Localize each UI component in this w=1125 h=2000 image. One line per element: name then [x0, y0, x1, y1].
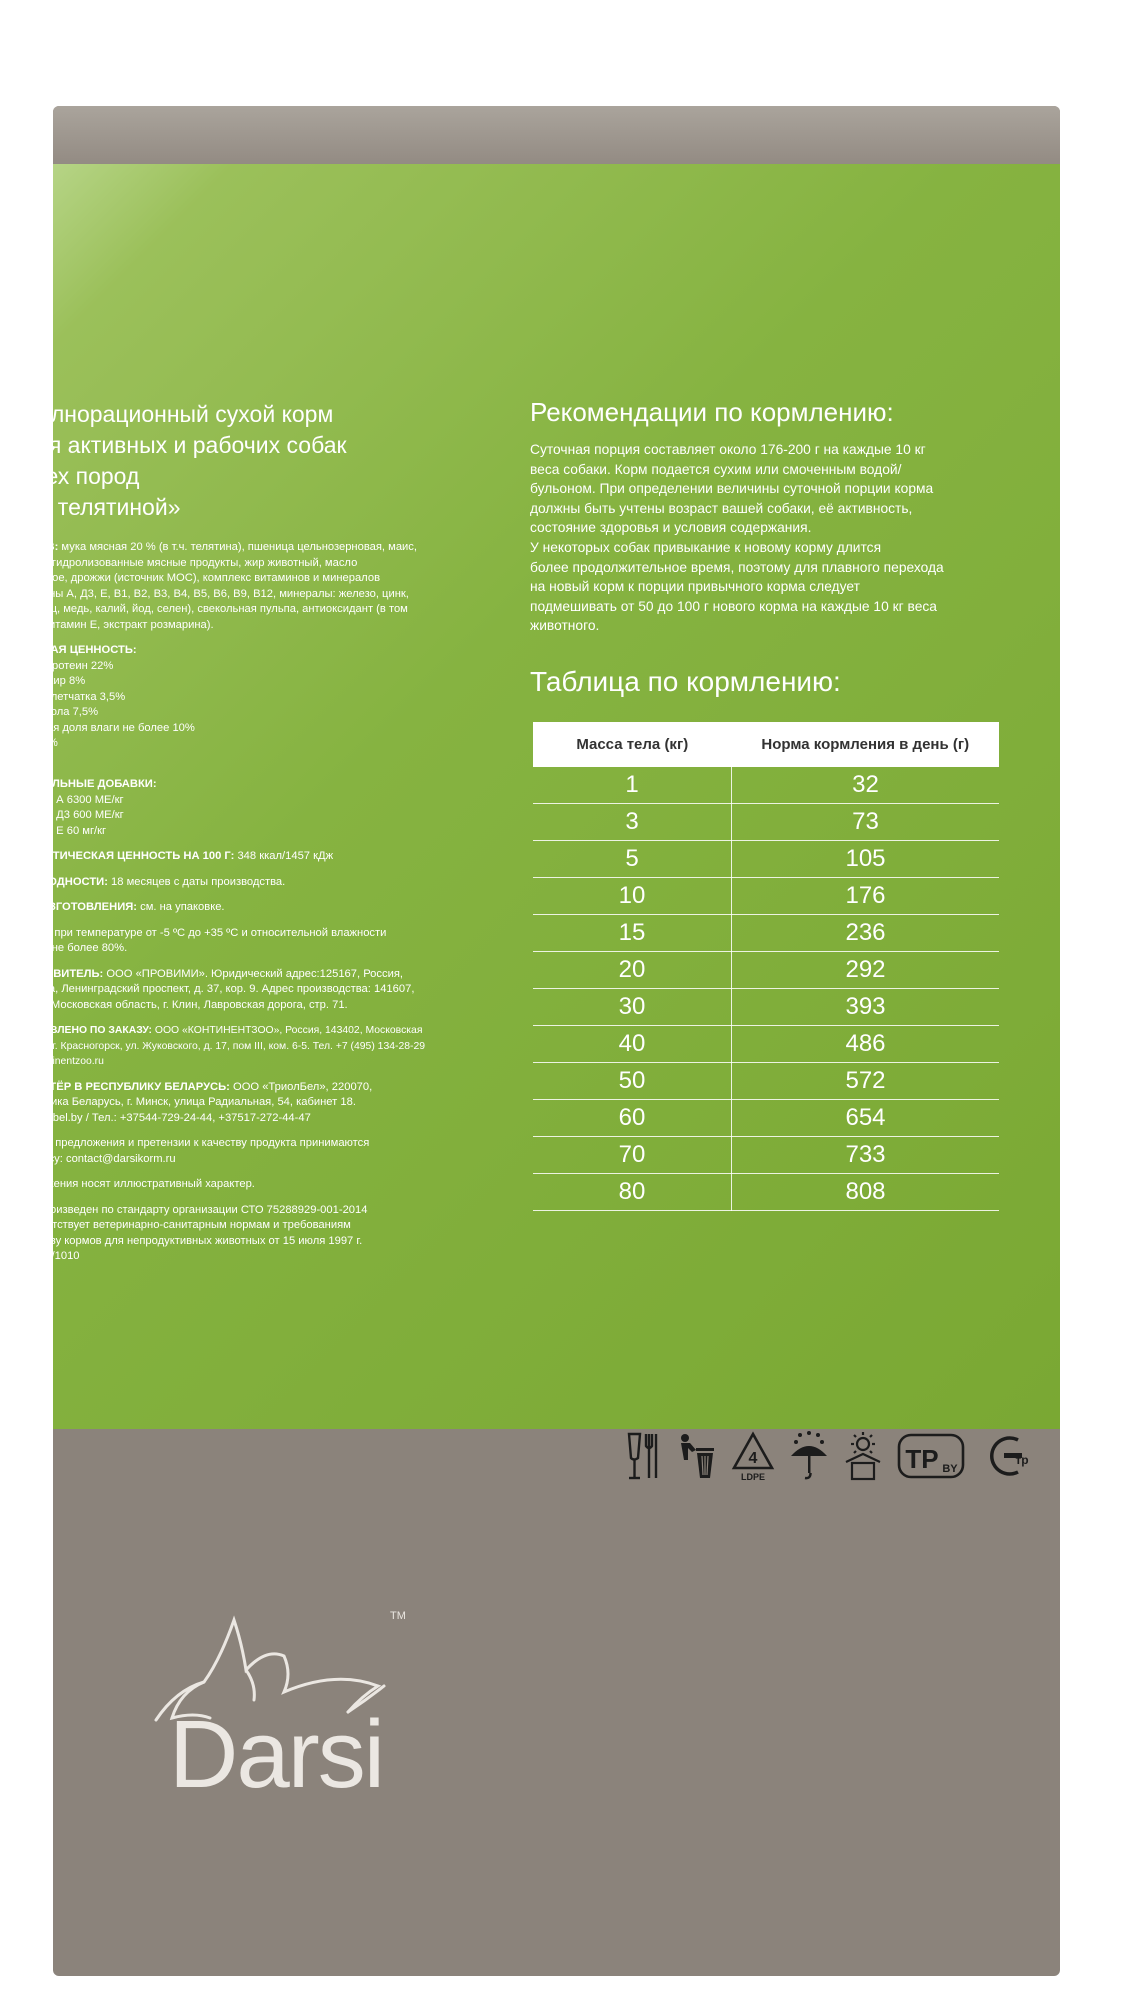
brand-logo: Darsi	[169, 1701, 384, 1808]
standard-line: Корм произведен по стандарту организации СТО 75288929-001-2014	[8, 1203, 368, 1216]
energy-label: ЭНЕРГЕТИЧЕСКАЯ ЦЕННОСТЬ НА 100 Г:	[8, 850, 235, 862]
table-row	[533, 804, 999, 841]
importer-line: www.triolbel.by / Тел.: +37544-729-24-44, +37517-272-44-47	[8, 1111, 311, 1124]
weight-cell: 20	[533, 952, 732, 989]
table-header-row	[533, 722, 999, 767]
manufacture-date-label: ДАТА ИЗГОТОВЛЕНИЯ:	[8, 901, 138, 913]
nutrition-label: ПИЩЕВАЯ ЦЕННОСТЬ:	[8, 644, 137, 656]
weight-cell: 1	[533, 767, 732, 804]
column-header-daily-amount: Норма кормления в день (г)	[732, 722, 1000, 767]
weight-cell: 60	[533, 1100, 732, 1137]
recommendations-heading: Рекомендации по кормлению:	[530, 397, 894, 427]
composition-line: кукурузное, дрожжи (источник МОС), комплекс витаминов и минералов	[8, 572, 381, 584]
weight-cell: 50	[533, 1063, 732, 1100]
nutrition-line: Сырая зола 7,5%	[8, 706, 99, 718]
recommendations-text	[530, 440, 980, 636]
ordered-by-line: ООО «КОНТИНЕНТЗОО», Россия, 143402, Московская	[152, 1025, 423, 1036]
manufacturer-line: ООО «ПРОВИМИ». Юридический адрес:125167, Россия,	[103, 967, 403, 980]
composition-block	[8, 540, 498, 633]
manufacturer-line: г. Москва, Ленинградский проспект, д. 37, кор. 9. Адрес производства: 141607,	[8, 983, 415, 995]
tr-by-mark-icon	[896, 1430, 966, 1482]
table-row	[533, 989, 999, 1026]
recommendation-line: должны быть учтены возраст вашей собаки, её активность,	[530, 500, 913, 516]
manufacture-date-block	[8, 900, 498, 916]
product-title-line: для активных и рабочих собак	[22, 432, 347, 458]
weight-cell: 15	[533, 915, 732, 952]
additives-line: Витамин Е 60 мг/кг	[8, 824, 107, 837]
energy-value: 348 ккал/1457 кДж	[234, 850, 334, 862]
importer-block	[8, 1080, 498, 1127]
amount-cell: 733	[732, 1137, 1000, 1174]
manufacture-date-value: см. на упаковке.	[137, 901, 225, 913]
additives-block	[8, 777, 498, 839]
amount-cell: 236	[732, 915, 1000, 952]
standard-line: к качеству кормов для непродуктивных животных от 15 июля 1997 г.	[8, 1234, 363, 1247]
standard-line: и соответствует ветеринарно-санитарным нормам и требованиям	[8, 1219, 351, 1231]
food-contact-icon	[626, 1430, 660, 1482]
column-header-weight: Масса тела (кг)	[533, 722, 732, 767]
importer-line: ООО «ТриолБел», 220070,	[229, 1080, 373, 1093]
weight-cell: 5	[533, 841, 732, 878]
illustrative-note: Изображения носят иллюстративный характер.	[8, 1178, 255, 1190]
table-row	[533, 878, 999, 915]
standard-block	[8, 1203, 498, 1265]
table-row	[533, 1063, 999, 1100]
feedback-line: по адресу: contact@darsikorm.ru	[8, 1152, 176, 1165]
composition-line: мука мясная 20 % (в т.ч. телятина), пшеница цельнозерновая, маис,	[58, 541, 418, 553]
amount-cell: 73	[732, 804, 1000, 841]
manufacturer-block	[8, 967, 498, 1014]
nutrition-block	[8, 643, 498, 767]
weight-cell: 40	[533, 1026, 732, 1063]
manufacturer-label: ИЗГОТОВИТЕЛЬ:	[8, 967, 104, 980]
table-row	[533, 767, 999, 804]
weight-cell: 3	[533, 804, 732, 841]
nutrition-line: Са - 1,3%	[8, 737, 58, 749]
product-info-text	[8, 540, 498, 1275]
amount-cell: 176	[732, 878, 1000, 915]
recommendation-line: животного.	[530, 618, 600, 634]
storage-block	[8, 926, 498, 957]
ordered-by-line: www.continentzoo.ru	[8, 1056, 104, 1067]
ordered-by-line: область, г. Красногорск, ул. Жуковского, д. 17, пом III, ком. 6-5. Тел. +7 (495) 134-28-29	[8, 1040, 426, 1052]
ordered-by-label: ИЗГОТОВЛЕНО ПО ЗАКАЗУ:	[8, 1025, 152, 1036]
recycle-bin-icon	[672, 1430, 718, 1482]
composition-line: (витамины А, Д3, Е, В1, В2, В3, В4, В5, В6, В9, В12, минералы: железо, цинк,	[8, 587, 409, 600]
svg-text:тр: тр	[1015, 1453, 1029, 1467]
nutrition-line: Сырой протеин 22%	[8, 659, 114, 672]
eac-mark-icon	[978, 1430, 1032, 1482]
keep-dry-icon	[788, 1430, 830, 1482]
energy-block	[8, 849, 498, 865]
tr-country-text: BY	[942, 1463, 958, 1475]
amount-cell: 486	[732, 1026, 1000, 1063]
weight-cell: 30	[533, 989, 732, 1026]
nutrition-line: Массовая доля влаги не более 10%	[8, 721, 195, 734]
recycling-code: 4	[748, 1450, 758, 1467]
product-title-line: Полнорационный сухой корм	[22, 401, 334, 427]
nutrition-line: Р - 1,0%	[8, 752, 51, 765]
table-row	[533, 915, 999, 952]
keep-from-sun-icon	[842, 1430, 884, 1482]
recommendation-line: состояние здоровья и условия содержания.	[530, 520, 812, 536]
weight-cell: 10	[533, 878, 732, 915]
weight-cell: 80	[533, 1174, 732, 1211]
recommendation-line: веса собаки. Корм подается сухим или смоченным водой/	[530, 461, 902, 477]
table-row	[533, 1137, 999, 1174]
composition-line: числе Витамин Е, экстракт розмарина).	[8, 618, 214, 631]
feedback-line: Отзывы, предложения и претензии к качеству продукта принимаются	[8, 1137, 370, 1149]
nutrition-line: Сырой жир 8%	[8, 675, 86, 687]
ordered-by-block	[8, 1023, 498, 1070]
amount-cell: 393	[732, 989, 1000, 1026]
amount-cell: 32	[732, 767, 1000, 804]
recycling-material: LDPE	[740, 1472, 766, 1482]
package-top-seam	[53, 106, 1060, 164]
product-title	[22, 399, 442, 523]
table-row	[533, 841, 999, 878]
tr-mark-text: TP	[905, 1444, 939, 1474]
amount-cell: 654	[732, 1100, 1000, 1137]
storage-line: Хранить при температуре от -5 ºС до +35 ºС и относительной влажности	[8, 926, 387, 939]
composition-line: ячмень, гидролизованные мясные продукты, жир животный, масло	[8, 556, 358, 569]
table-row	[533, 1026, 999, 1063]
recommendation-line: более продолжительное время, поэтому для плавного перехода	[530, 559, 944, 575]
standard-line: N 13-7-2/1010	[8, 1250, 80, 1262]
storage-line: воздуха не более 80%.	[8, 942, 128, 954]
feedback-block	[8, 1136, 498, 1167]
product-title-line: «С телятиной»	[22, 494, 181, 520]
amount-cell: 292	[732, 952, 1000, 989]
importer-label: ИМПОРТЁР В РЕСПУБЛИКУ БЕЛАРУСЬ:	[8, 1080, 230, 1093]
composition-line: марганец, медь, калий, йод, селен), свекольная пульпа, антиоксидант (в том	[8, 603, 408, 615]
feeding-table-heading: Таблица по кормлению:	[530, 666, 841, 697]
recommendation-line: на новый корм к порции привычного корма следует	[530, 579, 860, 595]
amount-cell: 105	[732, 841, 1000, 878]
recommendation-line: подмешивать от 50 до 100 г нового корма на каждые 10 кг веса	[530, 598, 937, 614]
recommendation-line: Суточная порция составляет около 176-200 г на каждые 10 кг	[530, 442, 926, 457]
shelf-life-value: 18 месяцев с даты производства.	[107, 875, 286, 888]
table-row	[533, 952, 999, 989]
nutrition-line: Сырая клетчатка 3,5%	[8, 690, 126, 703]
table-row	[533, 1100, 999, 1137]
shelf-life-label: СРОК ГОДНОСТИ:	[8, 875, 108, 888]
package-marking-icons	[626, 1430, 1032, 1482]
shelf-life-block	[8, 875, 498, 891]
recommendation-line: бульоном. При определении величины суточной порции корма	[530, 481, 934, 497]
trademark-sign: TM	[390, 1610, 406, 1622]
recycling-ldpe-icon	[730, 1430, 776, 1482]
additives-line: Витамин Д3 600 МЕ/кг	[8, 809, 124, 821]
product-title-line: всех пород	[22, 463, 140, 489]
amount-cell: 572	[732, 1063, 1000, 1100]
amount-cell: 808	[732, 1174, 1000, 1211]
table-row	[533, 1174, 999, 1211]
weight-cell: 70	[533, 1137, 732, 1174]
recommendation-line: У некоторых собак привыкание к новому корму длится	[530, 539, 882, 555]
additives-label: ПИТАТЕЛЬНЫЕ ДОБАВКИ:	[8, 778, 157, 790]
additives-line: Витамин А 6300 МЕ/кг	[8, 793, 124, 806]
composition-label: СОСТАВ:	[8, 541, 59, 553]
manufacturer-line: Россия, Московская область, г. Клин, Лавровская дорога, стр. 71.	[8, 998, 348, 1011]
feeding-table	[533, 722, 999, 1211]
feeding-recommendations	[530, 396, 980, 636]
importer-line: Республика Беларусь, г. Минск, улица Радиальная, 54, кабинет 18.	[8, 1096, 356, 1108]
